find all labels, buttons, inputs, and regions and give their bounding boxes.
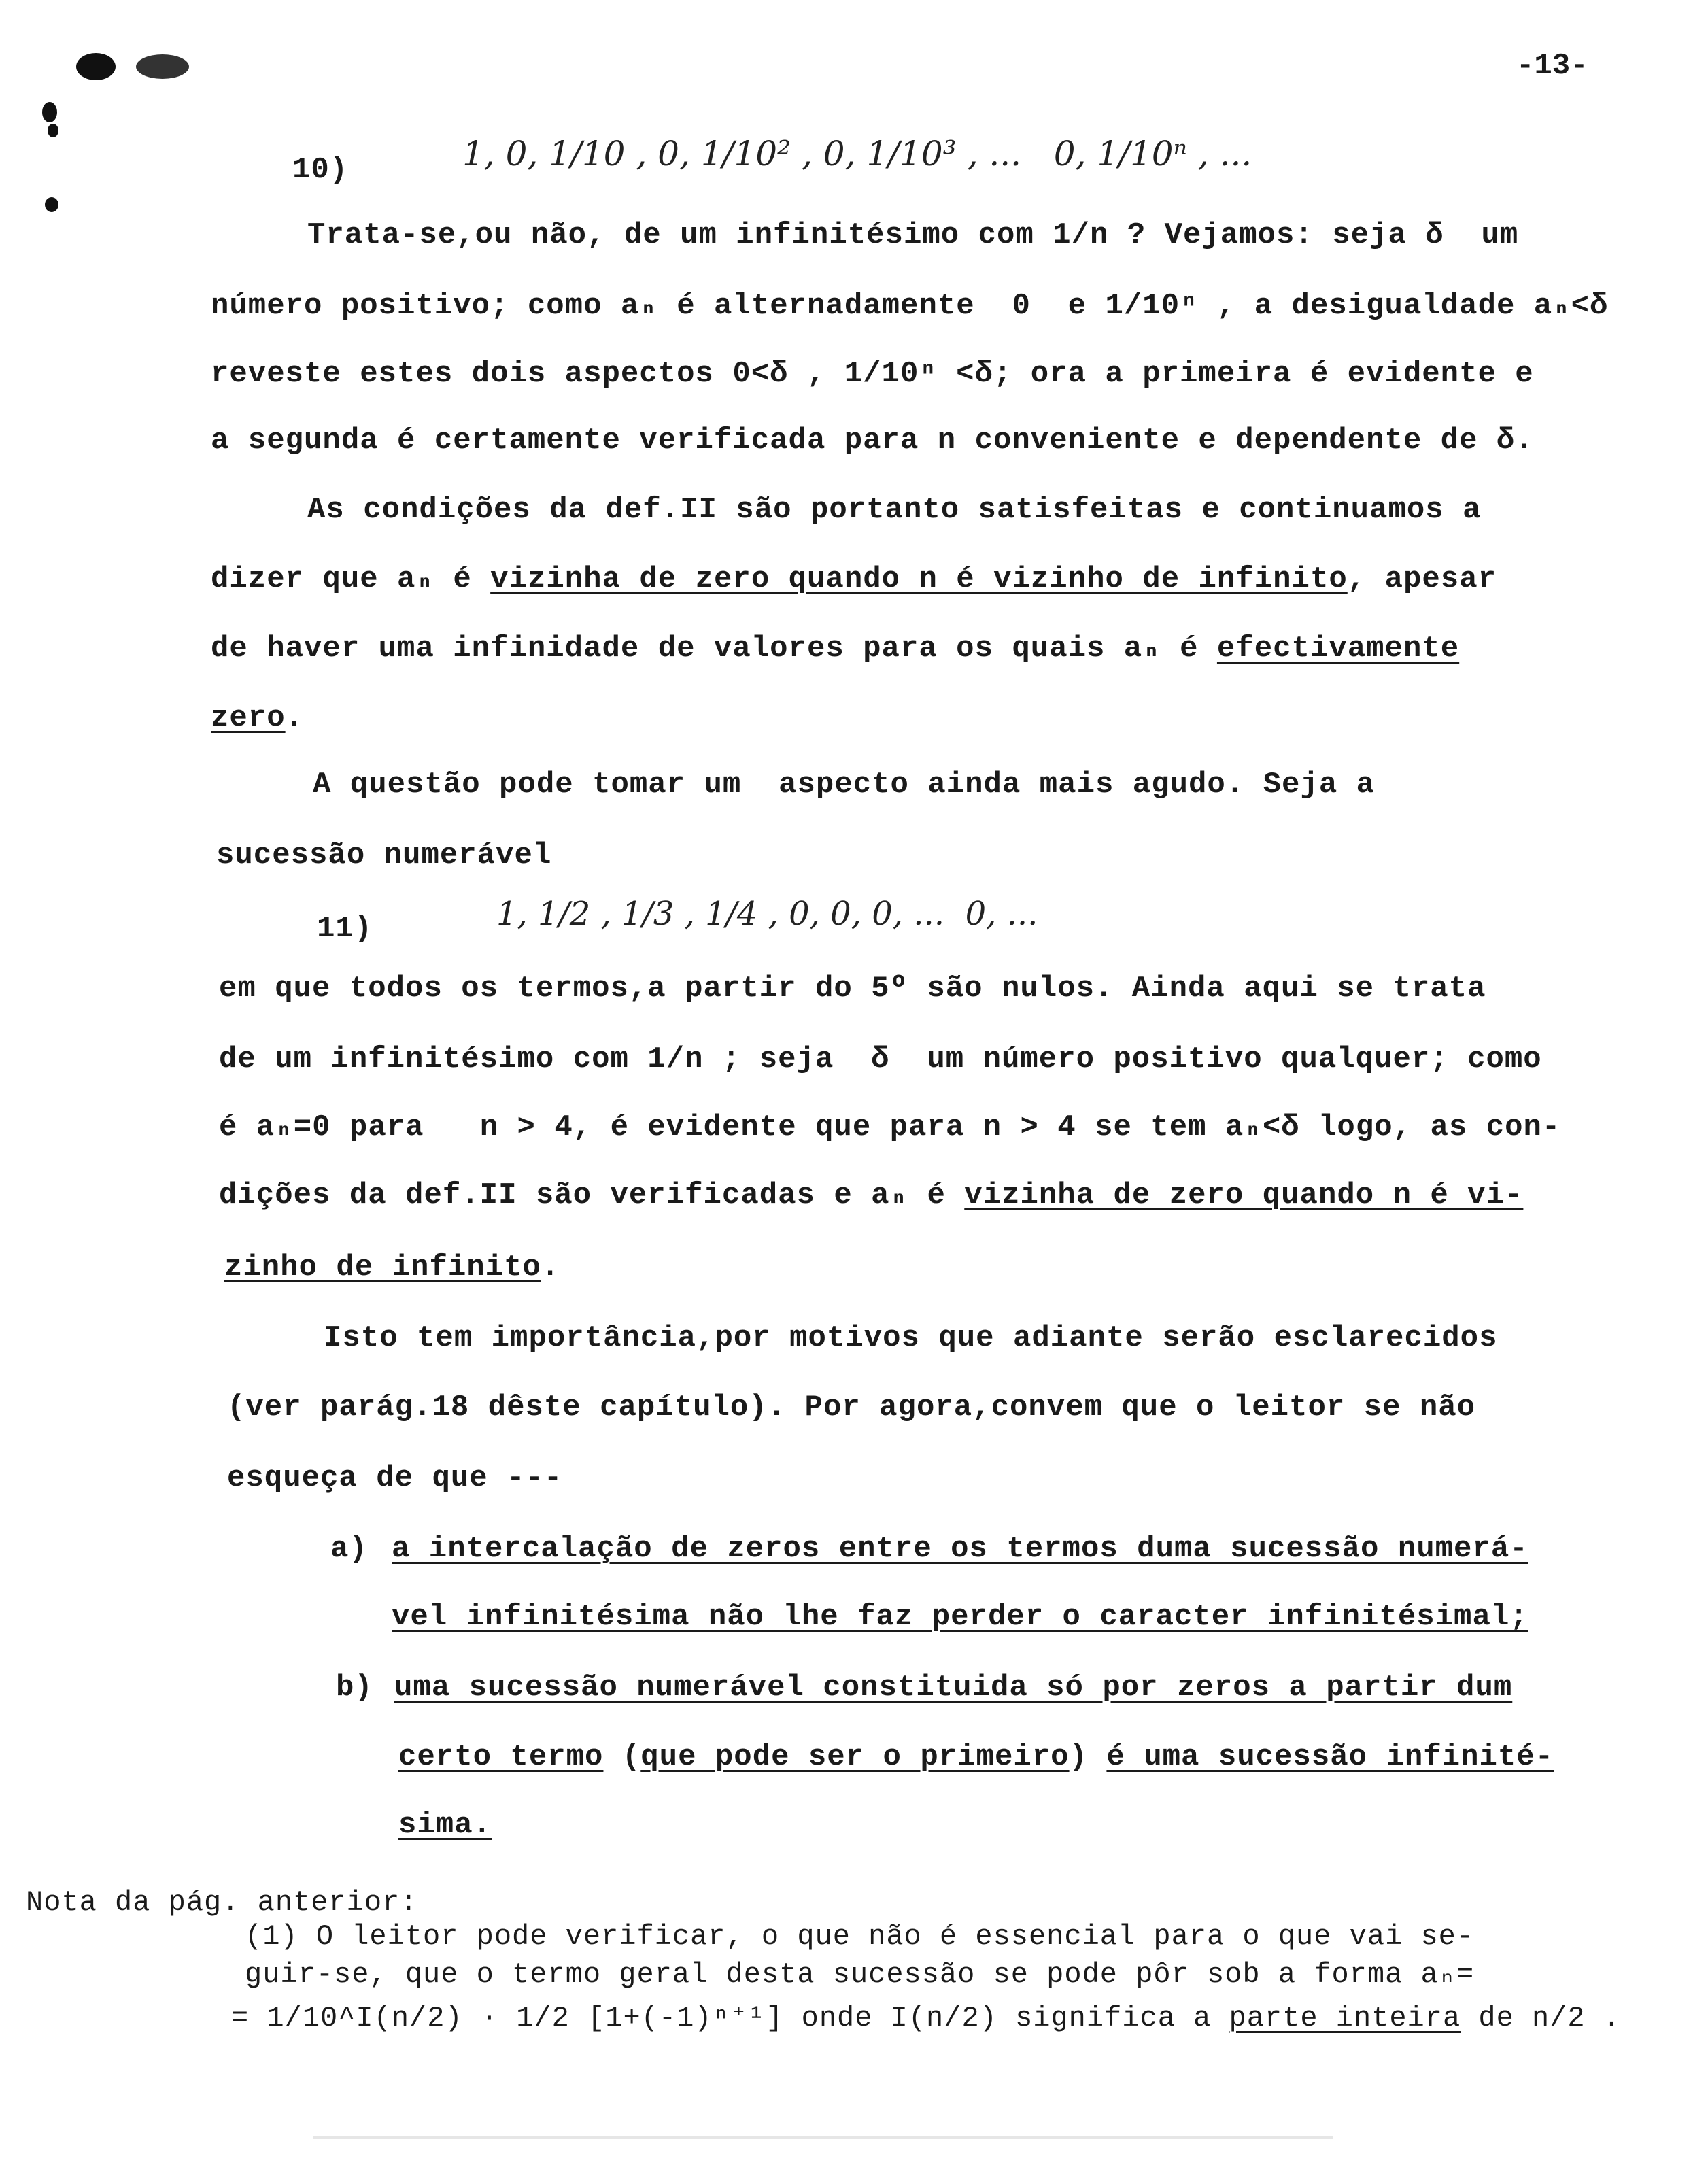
page-number: -13- — [1516, 49, 1588, 83]
paragraph-line: é aₙ=0 para n > 4, é evidente que para n > 4 se tem aₙ<δ logo, as con- — [219, 1110, 1561, 1144]
scan-artifact-line — [313, 2136, 1333, 2139]
paragraph-line: de um infinitésimo com 1/n ; seja δ um número positivo qualquer; como — [219, 1042, 1542, 1076]
paragraph-line: esqueça de que --- — [227, 1461, 563, 1495]
list-item — [392, 1530, 1528, 1568]
list-item-label: b) — [336, 1671, 373, 1705]
footnote-line — [231, 1999, 1621, 2037]
text-span: , apesar — [1347, 562, 1497, 596]
underlined-phrase: zero — [211, 701, 286, 735]
ink-blot — [76, 53, 116, 80]
footnote-line: guir-se, que o termo geral desta sucessão se pode pôr sob a forma aₙ= — [245, 1958, 1475, 1991]
list-item — [392, 1598, 1528, 1636]
sequence-terms: 1, 0, 1/10 , 0, 1/10² , 0, 1/10³ , ... 0, 1/10ⁿ , ... — [462, 134, 1252, 173]
underlined-phrase: vel infinitésima não lhe faz perder o caracter infinitésimal; — [392, 1600, 1528, 1634]
ink-blot — [136, 54, 189, 79]
underlined-phrase: vizinha de zero quando n é vi- — [964, 1178, 1524, 1212]
underlined-phrase: sima. — [398, 1808, 492, 1842]
list-item — [398, 1806, 492, 1844]
text-span: ( — [603, 1740, 641, 1774]
text-span: dições da def.II são verificadas e aₙ é — [219, 1178, 965, 1212]
text-span: = 1/10^I(n/2) · 1/2 [1+(-1)ⁿ⁺¹] onde I(n/2) significa a — [231, 2002, 1229, 2034]
underlined-phrase: parte inteira — [1229, 2002, 1461, 2034]
paragraph-line: sucessão numerável — [216, 838, 552, 872]
list-item-label: a) — [330, 1532, 368, 1566]
paragraph-line — [211, 630, 1459, 668]
paragraph-line: reveste estes dois aspectos 0<δ , 1/10ⁿ <δ; ora a primeira é evidente e — [211, 357, 1534, 391]
footnote-line: (1) O leitor pode verificar, o que não é essencial para o que vai se- — [245, 1920, 1475, 1953]
footnote-title: Nota da pág. anterior: — [26, 1886, 418, 1919]
underlined-phrase: uma sucessão numerável constituida só por zeros a partir dum — [394, 1671, 1513, 1705]
sequence-label: 10) — [292, 153, 349, 187]
paragraph-line: (ver parág.18 dêste capítulo). Por agora,convem que o leitor se não — [227, 1391, 1476, 1425]
paragraph-line: em que todos os termos,a partir do 5º são nulos. Ainda aqui se trata — [219, 972, 1486, 1006]
text-span: dizer que aₙ é — [211, 562, 491, 596]
paragraph-line — [211, 699, 304, 737]
text-span: . — [541, 1250, 560, 1284]
text-span: de n/2 . — [1461, 2002, 1622, 2034]
underlined-phrase: a intercalação de zeros entre os termos duma sucessão numerá- — [392, 1532, 1528, 1566]
list-item — [398, 1738, 1554, 1776]
underlined-phrase: é uma sucessão infinité- — [1106, 1740, 1554, 1774]
paragraph-line — [219, 1176, 1523, 1214]
text-span: . — [285, 701, 305, 735]
paragraph-line: A questão pode tomar um aspecto ainda mais agudo. Seja a — [313, 768, 1376, 802]
underlined-phrase: certo termo — [398, 1740, 604, 1774]
list-item — [394, 1669, 1512, 1707]
underlined-phrase: zinho de infinito — [224, 1250, 541, 1284]
ink-blot — [45, 197, 58, 212]
sequence-terms: 1, 1/2 , 1/3 , 1/4 , 0, 0, 0, ... 0, ... — [496, 895, 1038, 933]
text-span: de haver uma infinidade de valores para os quais aₙ é — [211, 632, 1217, 666]
paragraph-line: As condições da def.II são portanto satisfeitas e continuamos a — [307, 493, 1482, 527]
paragraph-line: Isto tem importância,por motivos que adiante serão esclarecidos — [324, 1321, 1498, 1355]
paragraph-line — [224, 1248, 560, 1286]
paragraph-line: Trata-se,ou não, de um infinitésimo com 1/n ? Vejamos: seja δ um — [307, 218, 1519, 252]
underlined-phrase: vizinha de zero quando n é vizinho de infinito — [490, 562, 1348, 596]
text-span: ) — [1069, 1740, 1107, 1774]
ink-blot — [42, 102, 57, 122]
paragraph-line: a segunda é certamente verificada para n conveniente e dependente de δ. — [211, 424, 1534, 458]
underlined-phrase: efectivamente — [1216, 632, 1460, 666]
sequence-label: 11) — [317, 912, 373, 946]
underlined-phrase: que pode ser o primeiro — [640, 1740, 1070, 1774]
ink-blot — [48, 124, 58, 137]
paragraph-line — [211, 560, 1497, 598]
paragraph-line: número positivo; como aₙ é alternadamente 0 e 1/10ⁿ , a desigualdade aₙ<δ — [211, 289, 1609, 323]
